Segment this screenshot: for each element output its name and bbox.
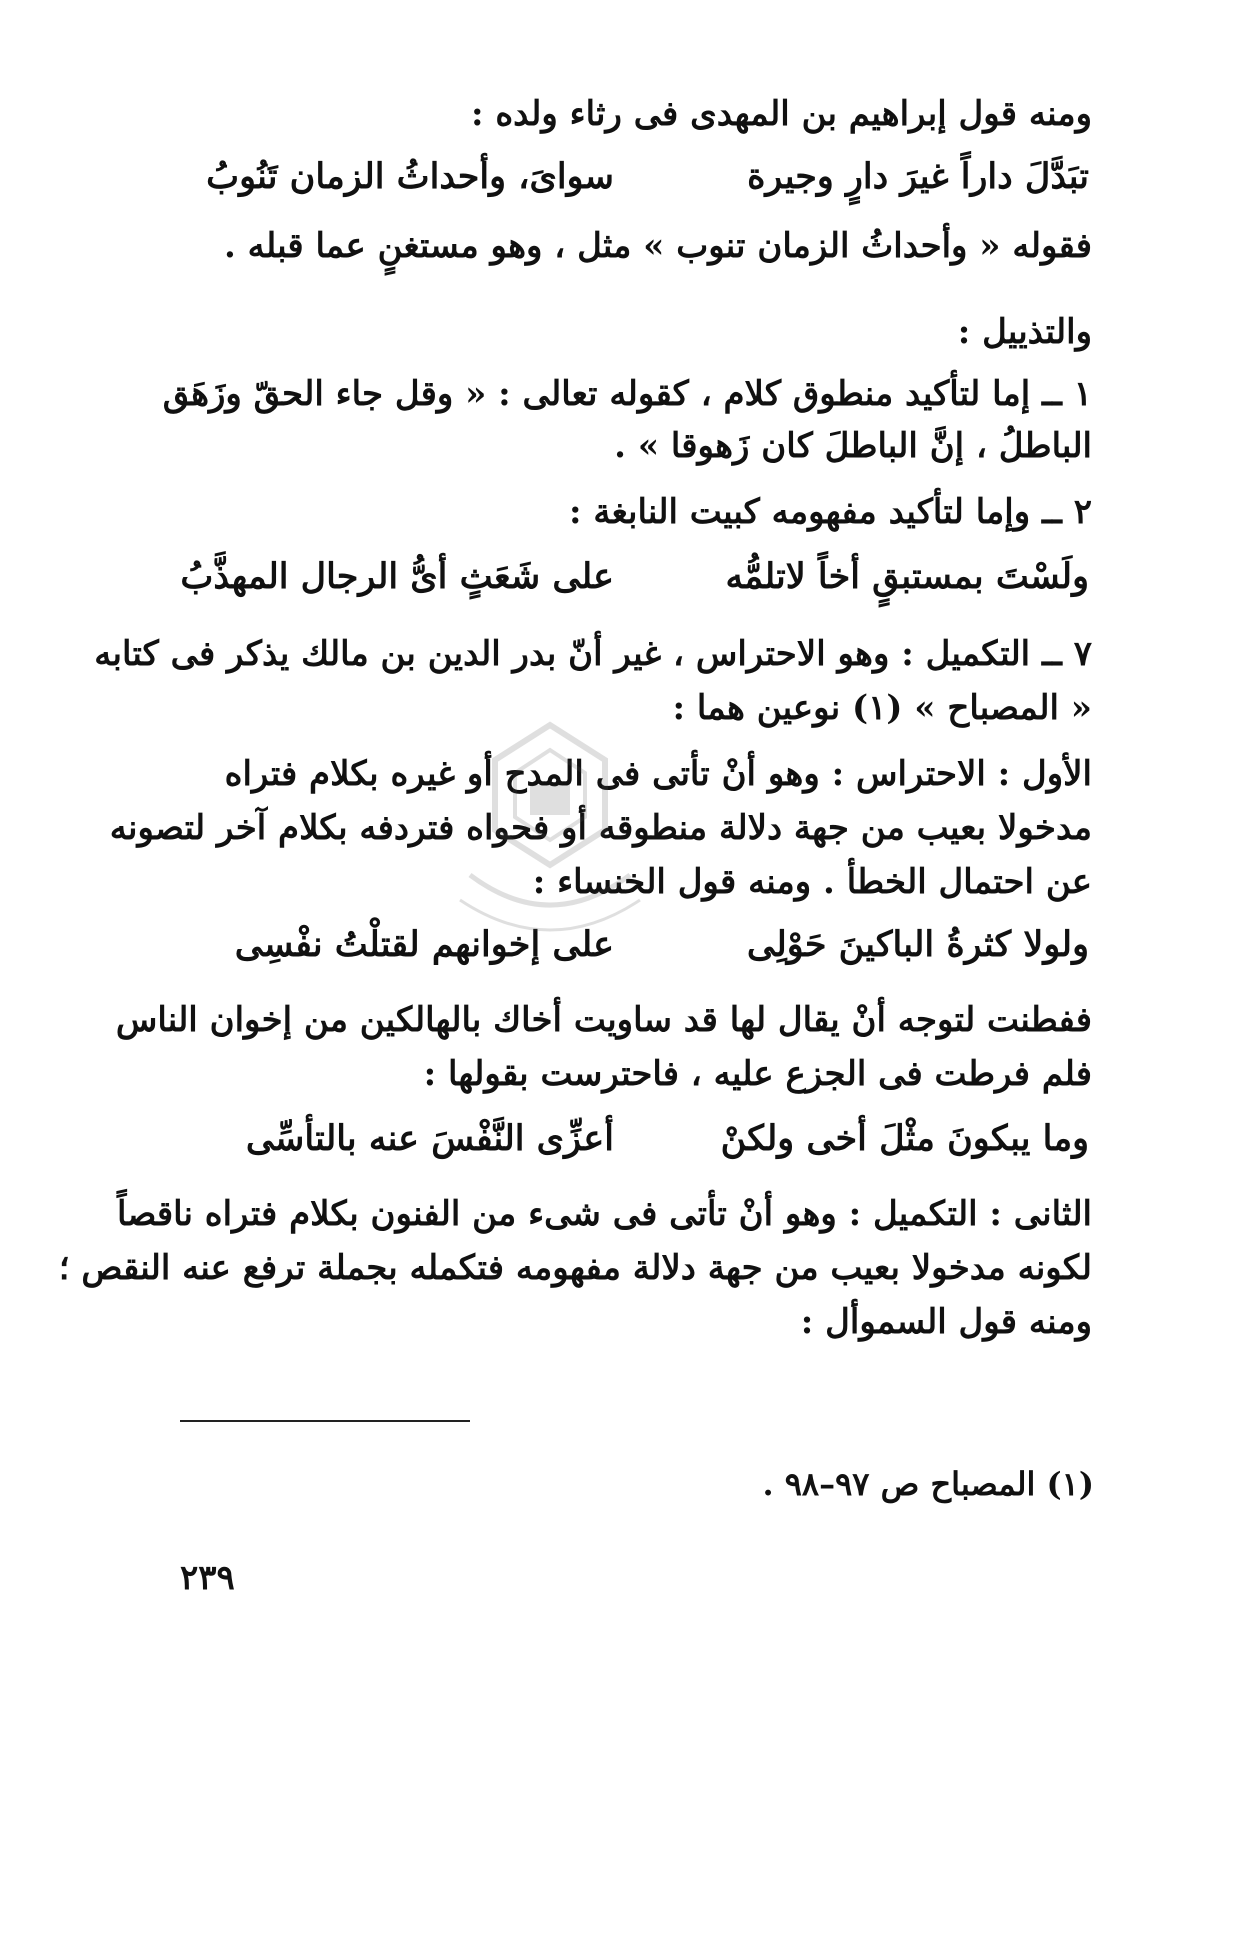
- text-line: فلم فرطت فى الجزع عليه ، فاحترست بقولها :: [423, 1054, 1092, 1094]
- text-line: الثانى : التكميل : وهو أنْ تأتى فى شىء من الفنون بكلام فتراه ناقصاً: [117, 1194, 1092, 1234]
- text-line: مدخولا بعيب من جهة دلالة منطوقه أو فحواه فتردفه بكلام آخر لتصونه: [109, 808, 1092, 848]
- footnote: (١) المصباح ص ٩٧–٩٨ .: [762, 1465, 1094, 1503]
- verse-1-first-hemistich: تبَدَّلَ داراً غيرَ دارٍ وجيرة: [747, 156, 1089, 197]
- verse-4-first-hemistich: وما يبكونَ مثْلَ أخى ولكنْ: [720, 1118, 1089, 1159]
- text-line: فقوله « وأحداثُ الزمان تنوب » مثل ، وهو مستغنٍ عما قبله .: [223, 226, 1092, 266]
- verse-4-second-hemistich: أعزِّى النَّفْسَ عنه بالتأسِّى: [245, 1118, 614, 1159]
- text-line: ١ ــ إما لتأكيد منطوق كلام ، كقوله تعالى : « وقل جاء الحقّ وزَهَق: [162, 374, 1092, 414]
- verse-3-first-hemistich: ولولا كثرةُ الباكينَ حَوْلِى: [746, 924, 1089, 965]
- text-line: ٢ ــ وإما لتأكيد مفهومه كبيت النابغة :: [568, 492, 1092, 532]
- text-line: ومنه قول إبراهيم بن المهدى فى رثاء ولده :: [470, 94, 1092, 134]
- text-line: ٧ ــ التكميل : وهو الاحتراس ، غير أنّ بدر الدين بن مالك يذكر فى كتابه: [94, 634, 1092, 674]
- verse-3-second-hemistich: على إخوانهم لقتلْتُ نفْسِى: [234, 924, 614, 965]
- watermark-seal-icon: [430, 715, 670, 965]
- text-line: الأول : الاحتراس : وهو أنْ تأتى فى المدح أو غيره بكلام فتراه: [224, 754, 1092, 794]
- page-number: ٢٣٩: [180, 1558, 235, 1598]
- footnote-divider: [180, 1420, 470, 1422]
- text-line: « المصباح » (١) نوعين هما :: [672, 688, 1092, 728]
- text-line: ومنه قول السموأل :: [800, 1302, 1092, 1342]
- text-line: عن احتمال الخطأ . ومنه قول الخنساء :: [532, 862, 1092, 902]
- text-line: ففطنت لتوجه أنْ يقال لها قد ساويت أخاك بالهالكين من إخوان الناس: [115, 1000, 1092, 1040]
- verse-2-first-hemistich: ولَسْتَ بمستبقٍ أخاً لاتلمُّه: [725, 556, 1089, 597]
- verse-2-second-hemistich: على شَعَثٍ أىُّ الرجال المهذَّبُ: [180, 556, 614, 597]
- text-line: لكونه مدخولا بعيب من جهة دلالة مفهومه فتكمله بجملة ترفع عنه النقص ؛: [58, 1248, 1092, 1288]
- section-heading: والتذييل :: [957, 312, 1092, 352]
- text-line: الباطلُ ، إنَّ الباطلَ كان زَهوقا » .: [614, 426, 1092, 466]
- verse-1-second-hemistich: سواىَ، وأحداثُ الزمان تَنُوبُ: [206, 156, 614, 197]
